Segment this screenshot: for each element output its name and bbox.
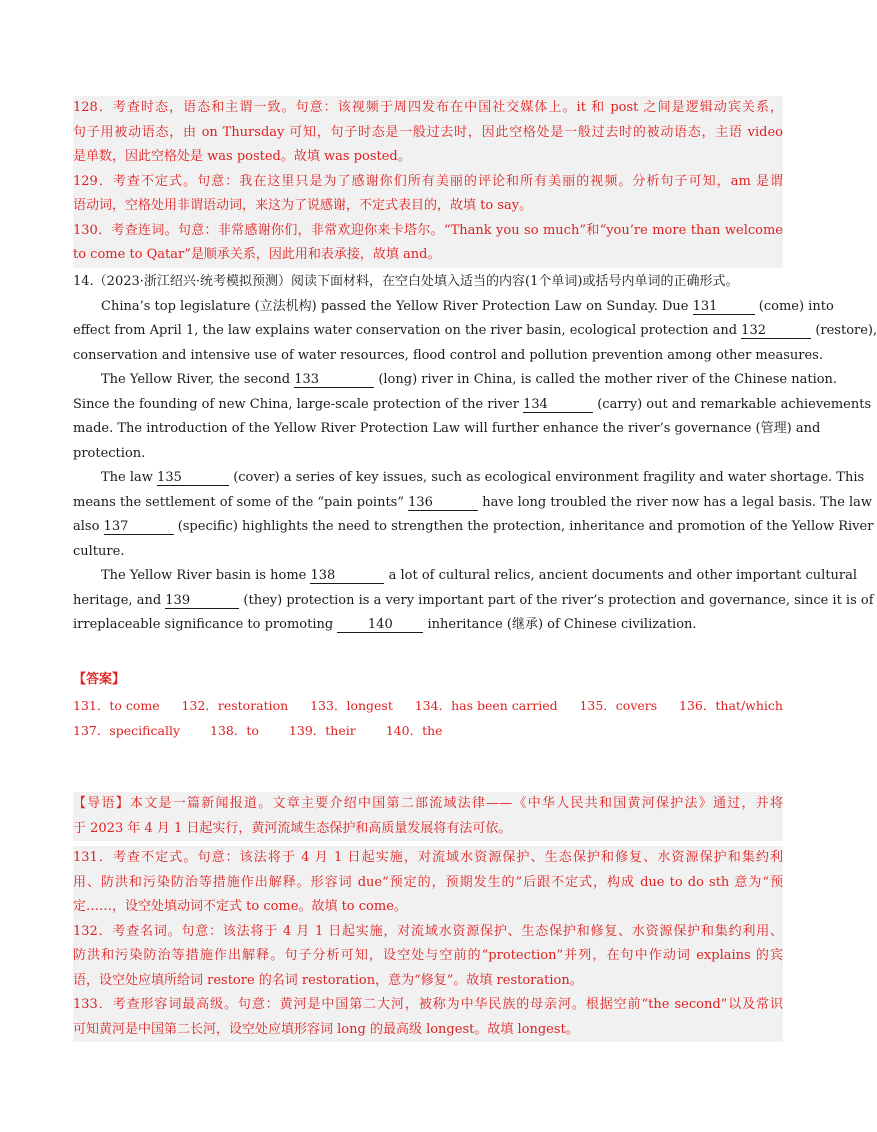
- blank-132: 132: [741, 324, 811, 339]
- passage-text: have long troubled the river now has a legal basis. The law: [482, 494, 873, 510]
- answer-item: 132．restoration: [181, 697, 289, 713]
- answer-item: 133．longest: [310, 697, 393, 713]
- passage-line: [73, 295, 834, 320]
- passage-line: [73, 564, 858, 589]
- passage-text: China’s top legislature (立法机构) passed the Yellow River Protection Law on Sunday. Due: [101, 298, 689, 314]
- passage-text: The Yellow River basin is home: [101, 568, 307, 583]
- answer-item: 134．has been carried: [414, 697, 558, 713]
- explanation-line: to come to Qatar”是顺承关系，因此用和表承接，故填 and。: [73, 243, 783, 268]
- explanation-line: 用、防洪和污染防治等措施作出解释。形容词 due“预定的，预期发生的”后跟不定式，构成 due to do sth 意为“预: [73, 871, 783, 896]
- passage-text: (specific) highlights the need to strengthen the protection, inheritance and promotion of the Yellow River: [177, 519, 874, 534]
- blank-131: 131: [693, 300, 755, 315]
- explanation-line: 129．考查不定式。句意：我在这里只是为了感谢你们所有美丽的评论和所有美丽的视频。分析句子可知，am 是谓: [73, 170, 783, 195]
- answer-item: 136．that/which: [679, 697, 783, 713]
- explanation-line: 133．考查形容词最高级。句意：黄河是中国第二大河，被称为中华民族的母亲河。根据空前“the second”以及常识: [73, 993, 783, 1018]
- blank-136: 136: [408, 496, 478, 511]
- answer-item: 131．to come: [73, 697, 160, 713]
- explanation-line: 是单数，因此空格处是 was posted。故填 was posted。: [73, 145, 783, 170]
- guide-line: 【导语】本文是一篇新闻报道。文章主要介绍中国第二部流域法律——《中华人民共和国黄河保护法》通过，并将: [73, 792, 783, 817]
- passage-line: [73, 589, 874, 614]
- passage-line: protection.: [73, 445, 146, 461]
- passage-text: (restore),: [815, 323, 877, 338]
- passage-line: [73, 515, 874, 540]
- blank-140: 140: [337, 618, 423, 633]
- passage-text: means the settlement of some of the “pain points”: [73, 494, 404, 510]
- explanation-line: 可知黄河是中国第二长河，设空处应填形容词 long 的最高级 longest。故填 longest。: [73, 1018, 783, 1043]
- explanation-line: 防洪和污染防治等措施作出解释。句子分析可知，设空处与空前的“protection”并列，在句中作动词 explains 的宾: [73, 944, 783, 969]
- explanation-line: 定……，设空处填动词不定式 to come。故填 to come。: [73, 895, 783, 920]
- answer-item: 137．specifically: [73, 722, 181, 738]
- answer-item: 138．to: [210, 722, 259, 738]
- blank-137: 137: [104, 520, 174, 535]
- passage-text: irreplaceable significance to promoting: [73, 617, 334, 632]
- explanation-line: 句子用被动语态，由 on Thursday 可知，句子时态是一般过去时，因此空格处是一般过去时的被动语态，主语 video: [73, 121, 783, 146]
- question-block: [73, 270, 877, 638]
- passage-text: The Yellow River, the second: [101, 372, 291, 387]
- explanation-line: 语，设空处应填所给词 restore 的名词 restoration，意为“修复”。故填 restoration。: [73, 969, 783, 994]
- passage-text: (carry) out and remarkable achievements: [597, 396, 872, 412]
- passage-line: [73, 368, 838, 393]
- passage-line: [73, 491, 873, 516]
- passage-text: The law: [101, 470, 153, 485]
- passage-text: (long) river in China, is called the mother river of the Chinese nation.: [378, 372, 838, 387]
- passage-text: (come) into: [758, 298, 834, 314]
- blank-139: 139: [165, 594, 239, 609]
- question-header: 14.（2023·浙江绍兴·统考模拟预测）阅读下面材料，在空白处填入适当的内容(1个单词)或括号内单词的正确形式。: [73, 274, 739, 289]
- answer-row: [73, 718, 783, 743]
- explanations-block: [73, 846, 783, 1042]
- answer-item: 140．the: [385, 722, 443, 738]
- passage-text: a lot of cultural relics, ancient documents and other important cultural: [388, 568, 858, 583]
- passage-text: Since the founding of new China, large-scale protection of the river: [73, 396, 519, 412]
- answer-item: 135．covers: [579, 697, 658, 713]
- passage-line: [73, 393, 872, 418]
- passage-line: made. The introduction of the Yellow River Protection Law will further enhance the river’s governance (管理) and: [73, 421, 821, 436]
- passage-text: (they) protection is a very important part of the river’s protection and governance, since it is of: [243, 592, 874, 608]
- passage-text: (cover) a series of key issues, such as ecological environment fragility and water shortage. This: [233, 470, 865, 485]
- blank-134: 134: [523, 398, 593, 413]
- explanation-line: 130．考查连词。句意：非常感谢你们，非常欢迎你来卡塔尔。“Thank you so much”和“you’re more than welcome: [73, 219, 783, 244]
- passage-text: inheritance (继承) of Chinese civilization.: [427, 617, 697, 632]
- passage-text: also: [73, 519, 100, 534]
- guide-block: [73, 792, 783, 841]
- passage-line: culture.: [73, 543, 125, 559]
- passage-line: [73, 613, 783, 638]
- explanation-line: 128．考查时态，语态和主谓一致。句意：该视频于周四发布在中国社交媒体上。it 和 post 之间是逻辑动宾关系，: [73, 96, 783, 121]
- answer-block: [73, 668, 783, 743]
- explanation-line: 131．考查不定式。句意：该法将于 4 月 1 日起实施，对流域水资源保护、生态保护和修复、水资源保护和集约利: [73, 846, 783, 871]
- top-explanations: [73, 96, 783, 268]
- blank-135: 135: [157, 471, 229, 486]
- passage-line: [73, 319, 877, 344]
- passage-text: heritage, and: [73, 592, 162, 608]
- answer-row: [73, 693, 783, 718]
- passage-line: [73, 466, 865, 491]
- blank-133: 133: [294, 373, 374, 388]
- answer-item: 139．their: [288, 722, 356, 738]
- explanation-line: 语动词，空格处用非谓语动词，来这为了说感谢，不定式表目的，故填 to say。: [73, 194, 783, 219]
- explanation-line: 132．考查名词。句意：该法将于 4 月 1 日起实施，对流域水资源保护、生态保护和修复、水资源保护和集约利用、: [73, 920, 783, 945]
- passage-text: effect from April 1, the law explains water conservation on the river basin, ecological protection and: [73, 323, 738, 338]
- guide-line: 于 2023 年 4 月 1 日起实行，黄河流域生态保护和高质量发展将有法可依。: [73, 817, 783, 842]
- answer-title: 【答案】: [73, 672, 126, 687]
- passage-line: conservation and intensive use of water resources, flood control and pollution prevention among other measures.: [73, 347, 823, 363]
- blank-138: 138: [310, 569, 384, 584]
